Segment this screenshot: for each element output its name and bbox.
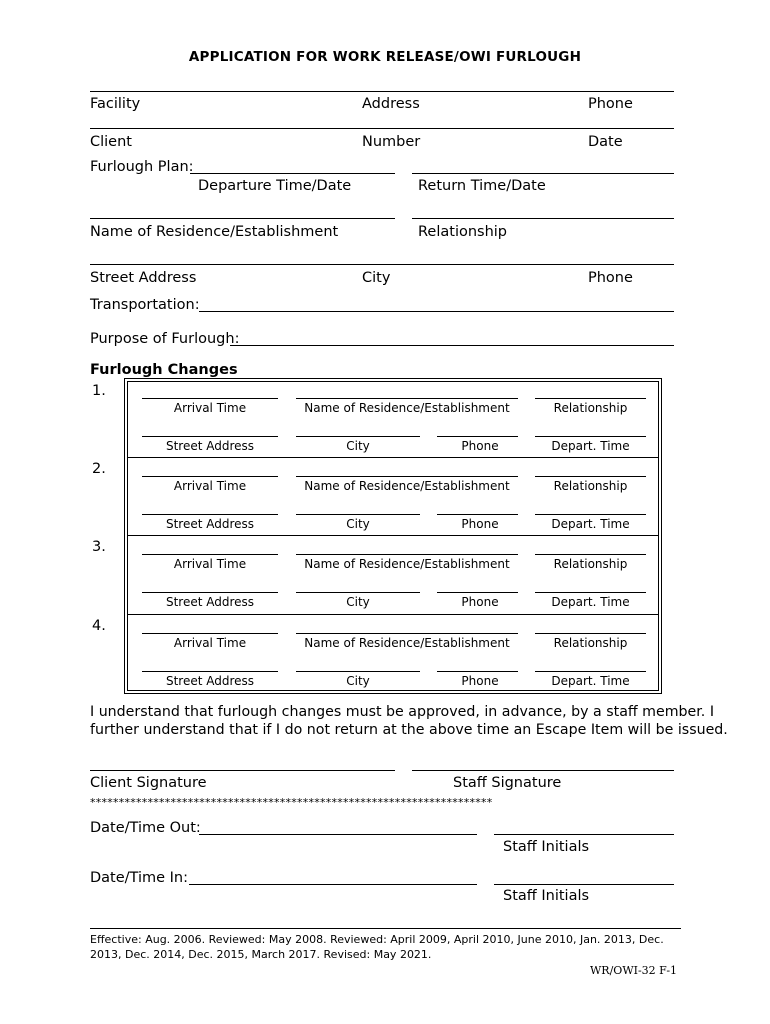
- city-label: City: [346, 674, 370, 688]
- relationship-line[interactable]: [535, 398, 646, 399]
- depart-line[interactable]: [535, 592, 646, 593]
- change-number: 1.: [92, 383, 106, 399]
- phone-label: Phone: [588, 96, 633, 112]
- street-label: Street Address: [90, 270, 197, 286]
- footer-line-1: Effective: Aug. 2006. Reviewed: May 2008. Reviewed: April 2009, April 2010, June 2010, Jan. 2013, Dec.: [90, 933, 664, 946]
- page-title: APPLICATION FOR WORK RELEASE/OWI FURLOUGH: [188, 49, 582, 65]
- transportation-line[interactable]: [199, 311, 674, 312]
- change-number: 2.: [92, 461, 106, 477]
- relationship-label: Relationship: [553, 636, 628, 650]
- date-time-out-line[interactable]: [199, 834, 477, 835]
- date-time-in-line[interactable]: [189, 884, 477, 885]
- return-label: Return Time/Date: [418, 178, 546, 194]
- street-label: Street Address: [165, 595, 255, 609]
- phone-label: Phone: [461, 439, 499, 453]
- arrival-label: Arrival Time: [173, 401, 247, 415]
- departure-line[interactable]: [190, 173, 395, 174]
- residence-label: Name of Residence/Establishment: [304, 557, 510, 571]
- depart-label: Depart. Time: [551, 674, 630, 688]
- row-separator: [127, 535, 658, 536]
- residence-line[interactable]: [296, 633, 518, 634]
- street-line[interactable]: [142, 592, 278, 593]
- residence-label: Name of Residence/Establishment: [304, 636, 510, 650]
- furlough-changes-heading: Furlough Changes: [90, 362, 238, 378]
- date-time-in-label: Date/Time In:: [90, 870, 188, 886]
- residence-label: Name of Residence/Establishment: [90, 224, 339, 240]
- street-label: Street Address: [165, 517, 255, 531]
- furlough-plan-label: Furlough Plan:: [90, 159, 194, 175]
- statement-line-2: further understand that if I do not return at the above time an Escape Item will be issued.: [90, 722, 728, 738]
- return-line[interactable]: [412, 173, 674, 174]
- change-number: 3.: [92, 539, 106, 555]
- relationship-label: Relationship: [553, 557, 628, 571]
- phone-label: Phone: [461, 674, 499, 688]
- residence-line[interactable]: [90, 218, 395, 219]
- star-divider: **********************************************************************: [90, 796, 493, 809]
- city-label: City: [346, 517, 370, 531]
- staff-initials-in-label: Staff Initials: [503, 888, 590, 904]
- arrival-line[interactable]: [142, 633, 278, 634]
- depart-label: Depart. Time: [551, 517, 630, 531]
- arrival-line[interactable]: [142, 398, 278, 399]
- depart-line[interactable]: [535, 436, 646, 437]
- city-label: City: [346, 439, 370, 453]
- number-label: Number: [362, 134, 421, 150]
- row-separator: [127, 457, 658, 458]
- staff-signature-label: Staff Signature: [453, 775, 562, 791]
- street-label: Street Address: [165, 674, 255, 688]
- arrival-label: Arrival Time: [173, 479, 247, 493]
- purpose-line[interactable]: [230, 345, 674, 346]
- client-signature-label: Client Signature: [90, 775, 207, 791]
- phone-line[interactable]: [437, 671, 518, 672]
- relationship-label: Relationship: [418, 224, 508, 240]
- facility-line[interactable]: [90, 91, 674, 92]
- staff-initials-out-label: Staff Initials: [503, 839, 590, 855]
- relationship-line[interactable]: [535, 554, 646, 555]
- relationship-label: Relationship: [553, 479, 628, 493]
- city-label: City: [362, 270, 391, 286]
- street-label: Street Address: [165, 439, 255, 453]
- relationship-line[interactable]: [535, 476, 646, 477]
- depart-label: Depart. Time: [551, 439, 630, 453]
- departure-label: Departure Time/Date: [198, 178, 352, 194]
- phone-line[interactable]: [437, 436, 518, 437]
- phone-label: Phone: [461, 517, 499, 531]
- statement-line-1: I understand that furlough changes must be approved, in advance, by a staff member. I: [90, 704, 715, 720]
- phone-line[interactable]: [437, 592, 518, 593]
- depart-label: Depart. Time: [551, 595, 630, 609]
- staff-signature-line[interactable]: [412, 770, 674, 771]
- depart-line[interactable]: [535, 514, 646, 515]
- facility-label: Facility: [90, 96, 141, 112]
- footer-rule: [90, 928, 681, 929]
- relationship-line[interactable]: [535, 633, 646, 634]
- street-line[interactable]: [142, 671, 278, 672]
- client-signature-line[interactable]: [90, 770, 395, 771]
- street-line[interactable]: [142, 514, 278, 515]
- street-line[interactable]: [90, 264, 674, 265]
- residence-label: Name of Residence/Establishment: [304, 401, 510, 415]
- staff-initials-in-line[interactable]: [494, 884, 674, 885]
- transportation-label: Transportation:: [90, 297, 200, 313]
- residence-line[interactable]: [296, 554, 518, 555]
- change-number: 4.: [92, 618, 106, 634]
- residence-line[interactable]: [296, 398, 518, 399]
- date-label: Date: [588, 134, 623, 150]
- client-line[interactable]: [90, 128, 674, 129]
- arrival-line[interactable]: [142, 476, 278, 477]
- city-line[interactable]: [296, 514, 420, 515]
- relationship-line[interactable]: [412, 218, 674, 219]
- city-line[interactable]: [296, 671, 420, 672]
- city-line[interactable]: [296, 436, 420, 437]
- arrival-line[interactable]: [142, 554, 278, 555]
- arrival-label: Arrival Time: [173, 557, 247, 571]
- client-label: Client: [90, 134, 132, 150]
- date-time-out-label: Date/Time Out:: [90, 820, 201, 836]
- relationship-label: Relationship: [553, 401, 628, 415]
- residence-label: Name of Residence/Establishment: [304, 479, 510, 493]
- street-line[interactable]: [142, 436, 278, 437]
- form-code: WR/OWI-32 F-1: [590, 964, 678, 977]
- purpose-label: Purpose of Furlough:: [90, 331, 240, 347]
- footer-line-2: 2013, Dec. 2014, Dec. 2015, March 2017. Revised: May 2021.: [90, 948, 432, 961]
- phone-line[interactable]: [437, 514, 518, 515]
- plan-phone-label: Phone: [588, 270, 633, 286]
- phone-label: Phone: [461, 595, 499, 609]
- depart-line[interactable]: [535, 671, 646, 672]
- city-line[interactable]: [296, 592, 420, 593]
- staff-initials-out-line[interactable]: [494, 834, 674, 835]
- row-separator: [127, 614, 658, 615]
- address-label: Address: [362, 96, 420, 112]
- city-label: City: [346, 595, 370, 609]
- residence-line[interactable]: [296, 476, 518, 477]
- arrival-label: Arrival Time: [173, 636, 247, 650]
